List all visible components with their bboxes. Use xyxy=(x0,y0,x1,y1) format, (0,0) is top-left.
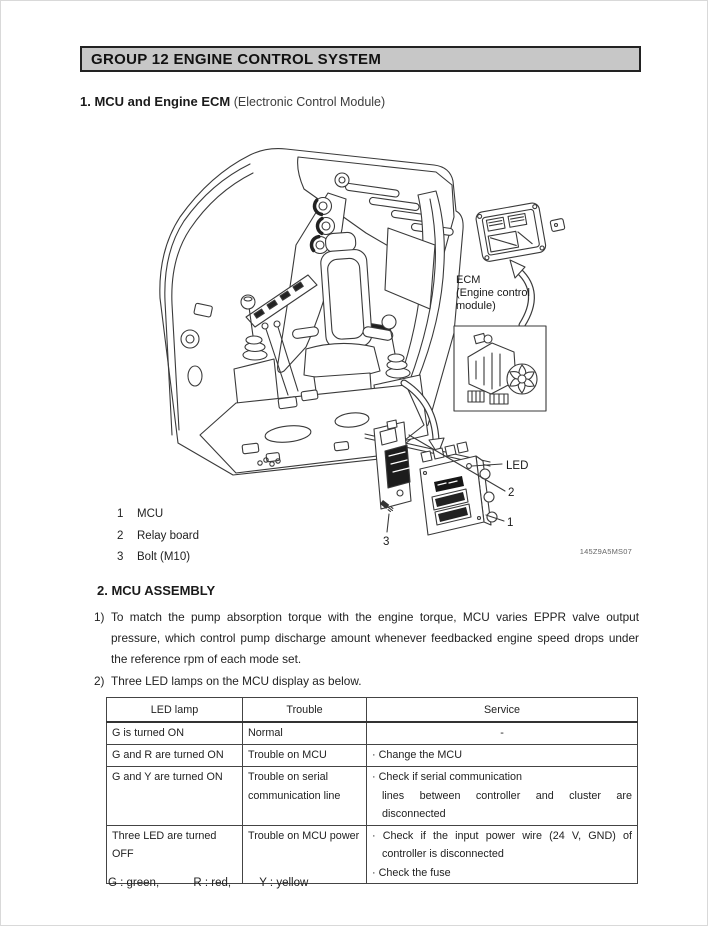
cell-service xyxy=(367,767,638,826)
item-text: Three LED lamps on the MCU display as below. xyxy=(111,674,362,688)
service-line: · Check if serial communication xyxy=(372,771,523,783)
cell-service: · Change the MCU xyxy=(367,745,638,767)
item-number: 2) xyxy=(94,674,105,688)
item-number: 1) xyxy=(94,610,105,624)
section2-item-1 xyxy=(94,607,639,670)
cell-led-lamp: Three LED are turned OFF xyxy=(107,825,243,884)
part-number: 1 xyxy=(117,508,124,520)
service-line: · Check if the input power wire (24 V, GND) of xyxy=(372,829,632,842)
part-name: MCU xyxy=(137,508,164,520)
header-service: Service xyxy=(367,698,638,723)
cell-led-lamp: G is turned ON xyxy=(107,722,243,745)
color-legend xyxy=(108,877,308,889)
callout-1-label: 1 xyxy=(507,517,514,529)
engine-box xyxy=(454,326,546,411)
cell-trouble: Trouble on MCU power xyxy=(243,825,367,884)
section2-item-2 xyxy=(94,671,639,692)
table-row xyxy=(107,767,638,826)
part-name: Bolt (M10) xyxy=(137,551,191,563)
part-number: 3 xyxy=(117,551,124,563)
callout-3-leader-line xyxy=(387,514,389,532)
figure-code: 145Z9A5MS07 xyxy=(579,547,632,556)
parts-list-item xyxy=(117,526,199,548)
item-text: To match the pump absorption torque with the engine torque, MCU varies EPPR valve output pressure, which control pump discharge amount whenever feedbacked engine speed drops under the reference rpm of each mode set. xyxy=(111,610,639,666)
cell-led-lamp: G and Y are turned ON xyxy=(107,767,243,826)
led-callout-label: LED xyxy=(506,460,529,472)
legend-red: R : red, xyxy=(193,877,232,889)
mcu-unit xyxy=(420,442,497,535)
cab-drawing xyxy=(160,149,463,475)
section1-title xyxy=(80,94,385,109)
callout-3-label: 3 xyxy=(383,536,390,548)
ecm-label-line2: (Engine control xyxy=(456,287,530,299)
trouble-line: communication line xyxy=(248,789,341,802)
service-line: · Check the fuse xyxy=(372,866,451,879)
cell-trouble: Trouble on MCU xyxy=(243,745,367,767)
ecm-label-line1: ECM xyxy=(456,274,481,286)
led-trouble-table xyxy=(106,697,638,884)
legend-yellow: Y : yellow xyxy=(259,877,309,889)
header-led-lamp: LED lamp xyxy=(107,698,243,723)
section2-title: 2. MCU ASSEMBLY xyxy=(97,583,216,598)
relay-board xyxy=(374,420,411,509)
callout-2-label: 2 xyxy=(508,487,515,499)
header-trouble: Trouble xyxy=(243,698,367,723)
section1-title-sub: (Electronic Control Module) xyxy=(233,95,386,109)
table-row xyxy=(107,722,638,745)
led-trouble-table-wrap xyxy=(106,697,638,884)
cell-service: - xyxy=(367,722,638,745)
table-row xyxy=(107,825,638,884)
parts-list-item xyxy=(117,547,199,569)
legend-green: G : green, xyxy=(108,877,160,889)
group-title: GROUP 12 ENGINE CONTROL SYSTEM xyxy=(91,50,382,68)
service-line: lines between controller and cluster are xyxy=(382,789,632,802)
trouble-line: Trouble on serial xyxy=(248,771,329,783)
part-name: Relay board xyxy=(137,529,200,542)
section1-title-bold: 1. MCU and Engine ECM xyxy=(80,94,231,109)
cell-trouble xyxy=(243,767,367,826)
table-row xyxy=(107,745,638,767)
parts-list xyxy=(117,504,199,569)
ecm-unit xyxy=(475,202,547,262)
cell-trouble: Normal xyxy=(243,722,367,745)
cell-service xyxy=(367,825,638,884)
cell-led-lamp: G and R are turned ON xyxy=(107,745,243,767)
parts-list-item xyxy=(117,504,199,526)
led-indicator xyxy=(467,464,472,469)
service-line: disconnected xyxy=(382,808,446,820)
service-line: controller is disconnected xyxy=(382,848,504,860)
mcu-ecm-figure xyxy=(138,133,670,561)
group-header-bar xyxy=(80,46,641,72)
engine-fan xyxy=(507,364,537,394)
ecm-label-line3: module) xyxy=(456,300,496,312)
part-number: 2 xyxy=(117,529,124,542)
table-header-row xyxy=(107,698,638,723)
